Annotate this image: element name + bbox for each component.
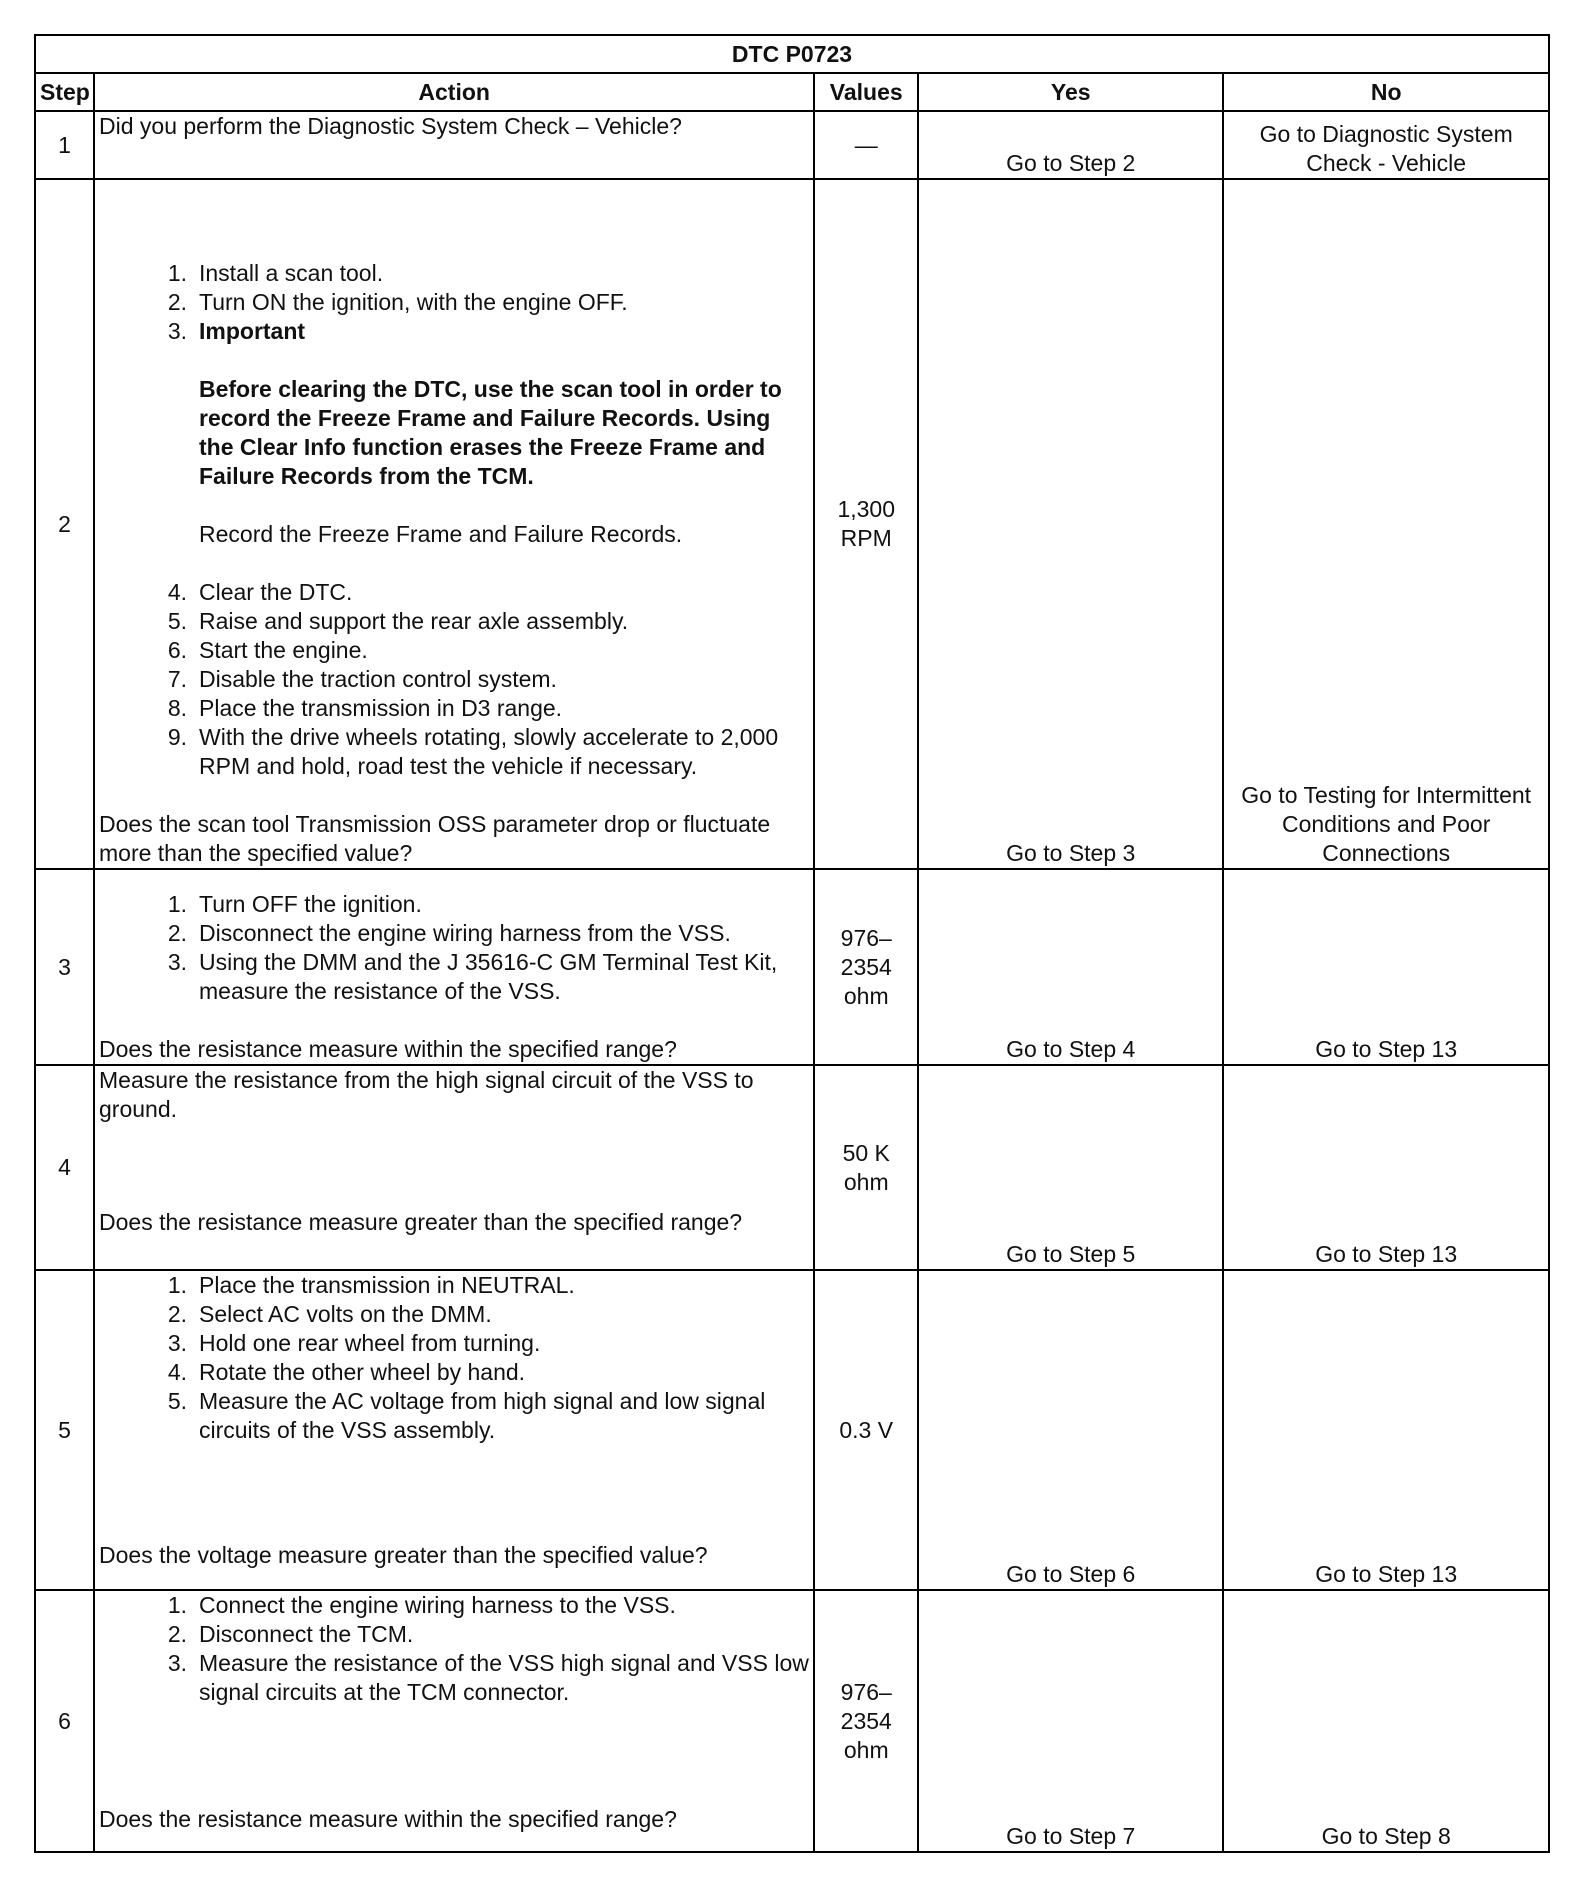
action-cell xyxy=(94,1270,814,1590)
list-item: 1. Place the transmission in NEUTRAL. xyxy=(167,1272,575,1298)
yes-cell: Go to Step 6 xyxy=(918,1270,1223,1590)
action-cell xyxy=(94,111,814,179)
list-item: 2. Turn ON the ignition, with the engine OFF. xyxy=(167,289,628,315)
no-cell: Go to Step 8 xyxy=(1223,1590,1549,1852)
table-row xyxy=(35,869,1549,1065)
step-number: 5 xyxy=(35,1270,94,1590)
no-cell: Go to Step 13 xyxy=(1223,1270,1549,1590)
list-item: 7. Disable the traction control system. xyxy=(167,666,557,692)
value-cell: — xyxy=(814,111,918,179)
action-cell xyxy=(94,1590,814,1852)
header-row xyxy=(35,73,1549,111)
procedure-list xyxy=(99,259,809,346)
important-after: Record the Freeze Frame and Failure Records. xyxy=(199,521,683,547)
important-heading: Important xyxy=(199,318,306,344)
list-item: 9. With the drive wheels rotating, slowly accelerate to 2,000 RPM and hold, road test the vehicle if necessary. xyxy=(167,724,779,779)
question-text: Does the resistance measure within the specified range? xyxy=(99,1806,677,1832)
procedure-list xyxy=(99,578,809,781)
table-row xyxy=(35,1590,1549,1852)
no-cell: Go to Step 13 xyxy=(1223,1065,1549,1270)
list-item: 8. Place the transmission in D3 range. xyxy=(167,695,563,721)
procedure-list xyxy=(99,890,809,1006)
procedure-list xyxy=(99,1271,809,1445)
procedure-list xyxy=(99,1591,809,1707)
no-cell: Go to Diagnostic System Check - Vehicle xyxy=(1223,111,1549,179)
question-text: Does the resistance measure greater than the specified range? xyxy=(99,1209,743,1235)
table-row xyxy=(35,1065,1549,1270)
yes-cell: Go to Step 3 xyxy=(918,179,1223,869)
list-item: 3. Using the DMM and the J 35616-C GM Terminal Test Kit, measure the resistance of the VSS. xyxy=(167,949,778,1004)
yes-cell: Go to Step 4 xyxy=(918,869,1223,1065)
list-item: 5. Raise and support the rear axle assembly. xyxy=(167,608,629,634)
value-cell: 50 K ohm xyxy=(814,1065,918,1270)
no-cell: Go to Step 13 xyxy=(1223,869,1549,1065)
yes-cell: Go to Step 7 xyxy=(918,1590,1223,1852)
yes-cell: Go to Step 5 xyxy=(918,1065,1223,1270)
list-item: 1. Connect the engine wiring harness to the VSS. xyxy=(167,1592,676,1618)
list-item: 5. Measure the AC voltage from high signal and low signal circuits of the VSS assembly. xyxy=(167,1388,766,1443)
action-text: Did you perform the Diagnostic System Check – Vehicle? xyxy=(99,113,682,139)
table-row xyxy=(35,179,1549,869)
question-text: Does the scan tool Transmission OSS parameter drop or fluctuate more than the specified value? xyxy=(99,811,771,866)
list-item: 4. Clear the DTC. xyxy=(167,579,353,605)
table-row xyxy=(35,111,1549,179)
question-text: Does the resistance measure within the specified range? xyxy=(99,1036,677,1062)
list-item: 3. Hold one rear wheel from turning. xyxy=(167,1330,541,1356)
action-text: Measure the resistance from the high signal circuit of the VSS to ground. xyxy=(99,1067,754,1122)
action-cell xyxy=(94,869,814,1065)
list-item: 2. Select AC volts on the DMM. xyxy=(167,1301,492,1327)
step-number: 3 xyxy=(35,869,94,1065)
list-item: 4. Rotate the other wheel by hand. xyxy=(167,1359,526,1385)
yes-cell: Go to Step 2 xyxy=(918,111,1223,179)
value-cell: 976– 2354 ohm xyxy=(814,869,918,1065)
important-body: Before clearing the DTC, use the scan tool in order to record the Freeze Frame and Failure Records. Using the Clear Info function erases the Freeze Frame and Failure Records from the TCM. xyxy=(199,376,782,489)
header-no: No xyxy=(1223,73,1549,111)
header-values: Values xyxy=(814,73,918,111)
header-action: Action xyxy=(94,73,814,111)
list-item: 2. Disconnect the TCM. xyxy=(167,1621,414,1647)
table-title: DTC P0723 xyxy=(35,35,1549,73)
action-cell xyxy=(94,1065,814,1270)
list-item: 2. Disconnect the engine wiring harness from the VSS. xyxy=(167,920,731,946)
table-row xyxy=(35,1270,1549,1590)
dtc-table xyxy=(34,34,1550,1853)
list-item: 3. Important xyxy=(167,318,306,344)
list-item: 1. Install a scan tool. xyxy=(167,260,384,286)
step-number: 1 xyxy=(35,111,94,179)
list-item: 1. Turn OFF the ignition. xyxy=(167,891,422,917)
step-number: 6 xyxy=(35,1590,94,1852)
important-note xyxy=(99,375,809,549)
list-item: 3. Measure the resistance of the VSS high signal and VSS low signal circuits at the TCM connector. xyxy=(167,1650,809,1705)
step-number: 2 xyxy=(35,179,94,869)
list-item: 6. Start the engine. xyxy=(167,637,368,663)
value-cell: 976– 2354 ohm xyxy=(814,1590,918,1852)
no-cell: Go to Testing for Intermittent Conditions and Poor Connections xyxy=(1223,179,1549,869)
title-row xyxy=(35,35,1549,73)
header-step: Step xyxy=(35,73,94,111)
action-cell xyxy=(94,179,814,869)
header-yes: Yes xyxy=(918,73,1223,111)
step-number: 4 xyxy=(35,1065,94,1270)
value-cell: 0.3 V xyxy=(814,1270,918,1590)
question-text: Does the voltage measure greater than the specified value? xyxy=(99,1542,708,1568)
value-cell: 1,300 RPM xyxy=(814,179,918,869)
